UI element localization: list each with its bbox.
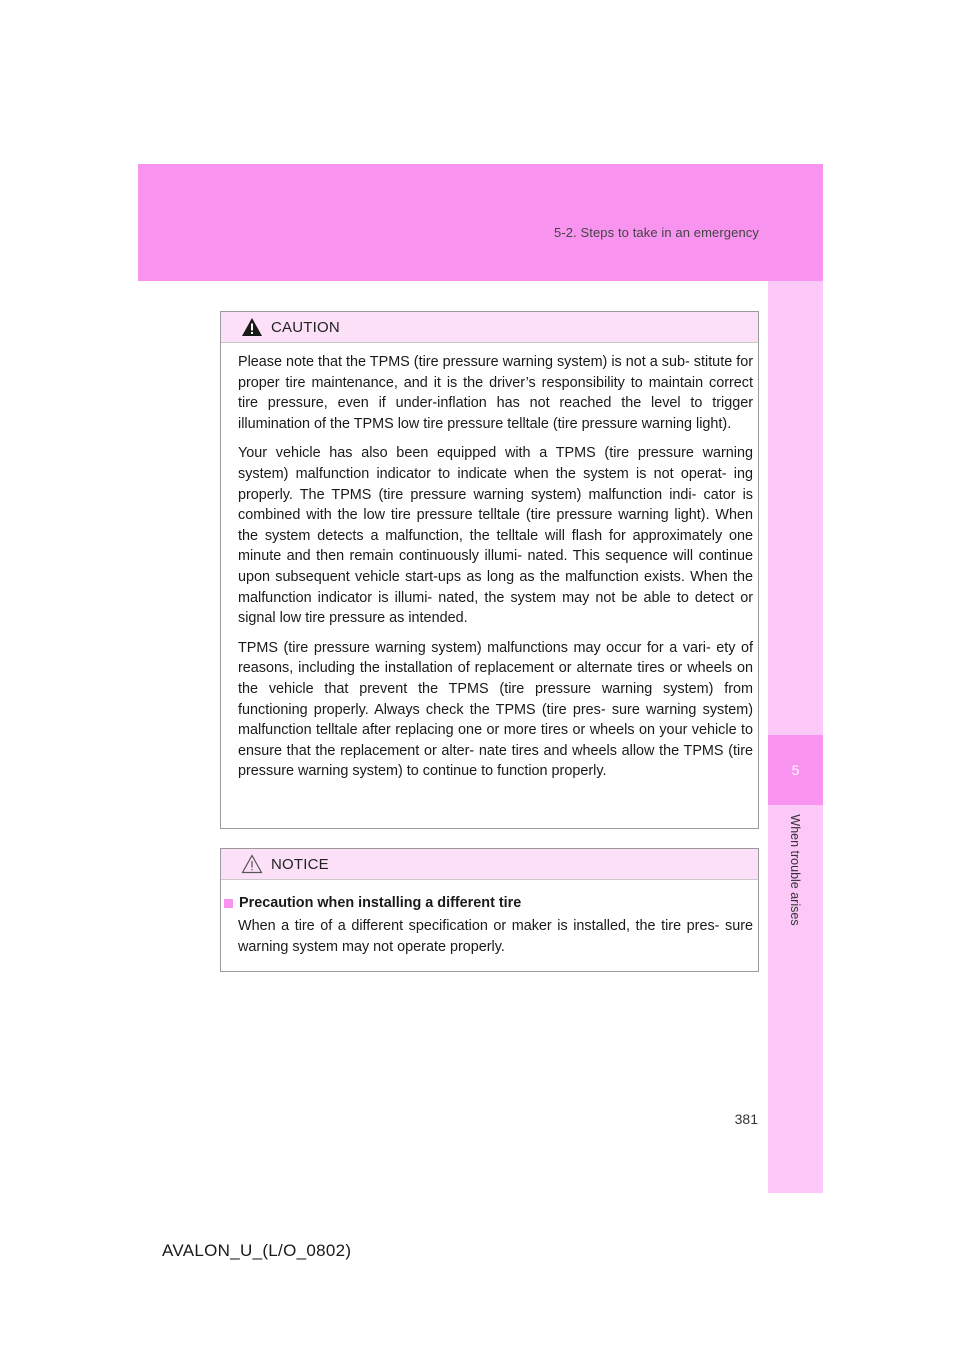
page-number: 381 xyxy=(734,1111,758,1127)
chapter-header-band xyxy=(138,164,823,281)
warning-triangle-outline-icon xyxy=(241,854,263,874)
notice-title: NOTICE xyxy=(271,855,329,873)
notice-header xyxy=(221,849,758,880)
notice-subheading-text: Precaution when installing a different tire xyxy=(239,895,522,911)
caution-paragraph: Please note that the TPMS (tire pressure warning system) is not a sub- stitute for proper tire maintenance, and it is the driver’s responsibility to maintain correct tire pressure, even if under-inflation has not reached the level to trigger illumination of the TPMS low tire pressure telltale (tire pressure warning light). xyxy=(238,354,753,432)
chapter-label: When trouble arises xyxy=(788,814,802,926)
square-bullet-icon xyxy=(224,899,233,908)
caution-box xyxy=(220,311,759,829)
section-title: 5-2. Steps to take in an emergency xyxy=(553,225,759,240)
caution-header xyxy=(221,312,758,343)
chapter-number: 5 xyxy=(791,762,800,778)
model-code: AVALON_U_(L/O_0802) xyxy=(162,1241,352,1260)
notice-text: When a tire of a different specification or maker is installed, the tire pres- sure warning system may not operate properly. xyxy=(238,918,753,955)
caution-title: CAUTION xyxy=(271,318,340,336)
notice-body xyxy=(221,880,758,957)
notice-box xyxy=(220,848,759,972)
caution-paragraph: TPMS (tire pressure warning system) malfunctions may occur for a vari- ety of reasons, including the installation of replacement or alternate tires or wheels on the vehicle that prevent the TPMS (tire pressure warning system) from functioning properly. Always check the TPMS (tire pres- sure warning system) malfunction telltale after replacing one or more tires or wheels on your vehicle to ensure that the replacement or alter- nate tires and wheels allow the TPMS (tire pressure warning system) to continue to function properly. xyxy=(238,639,753,780)
caution-body xyxy=(221,343,758,782)
warning-triangle-filled-icon xyxy=(241,317,263,337)
notice-subheading xyxy=(224,893,753,913)
caution-paragraph: Your vehicle has also been equipped with a TPMS (tire pressure warning system) malfunction indicator to indicate when the system is not operat- ing properly. The TPMS (tire pressure warning system) malfunction indi- cator is combined with the low tire pressure telltale (tire pressure warning light). When the system detects a malfunction, the telltale will flash for approximately one minute and then remain continuously illumi- nated. This sequence will continue upon subsequent vehicle start-ups as long as the malfunction exists. When the malfunction indicator is illumi- nated, the system may not be able to detect or signal low tire pressure as intended. xyxy=(238,445,753,627)
